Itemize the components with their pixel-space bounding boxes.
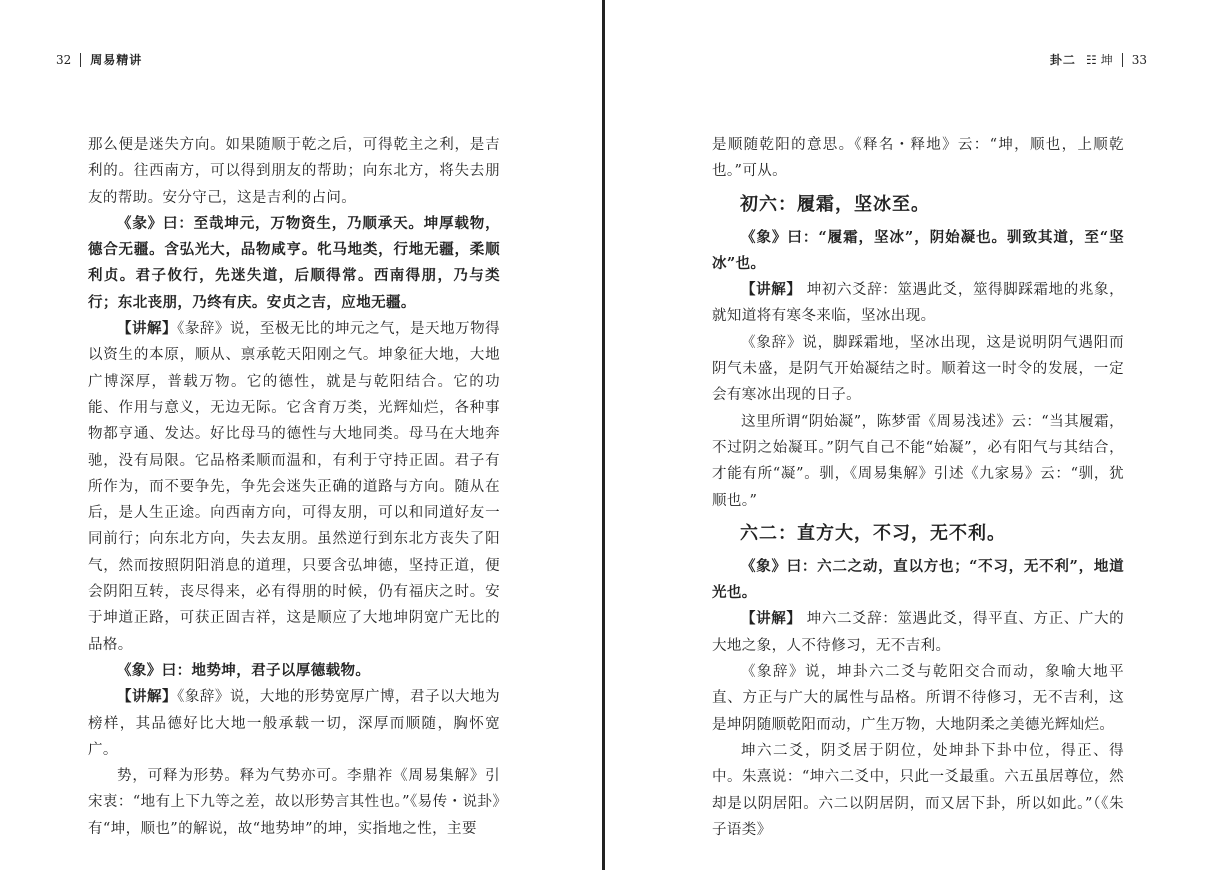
- line-1-xiang-text: 《象》曰：“履霜，坚冰”，阴始凝也。驯致其道，至“坚冰”也。: [712, 228, 1124, 272]
- hexagram-kun-icon: ☷: [1085, 53, 1097, 67]
- left-page-body: [88, 132, 500, 842]
- line-heading-chu-liu: 初六：履霜，坚冰至。: [740, 193, 930, 215]
- commentary-label: 【讲解】: [117, 320, 178, 338]
- line-1-xiangci: 《象辞》说，脚踩霜地，坚冰出现，这是说明阴气遇阳而阴气未盛，是阴气开始凝结之时。顺着这一时令的发展，一定会有寒冰出现的日子。: [712, 334, 1124, 404]
- note-paragraph: 势，可释为形势。释为气势亦可。李鼎祚《周易集解》引宋衷：“地有上下九等之差，故以形势言其性也。”《易传・说卦》有“坤，顺也”的解说，故“地势坤”的坤，实指地之性，主要: [88, 768, 500, 837]
- right-page-number: 33: [1131, 53, 1147, 67]
- continuation-paragraph: 那么便是迷失方向。如果随顺于乾之后，可得乾主之利，是吉利的。往西南方，可以得到朋友的帮助；向东北方，将失去朋友的帮助。安分守己，这是吉利的占问。: [88, 137, 500, 206]
- left-page-number: 32: [56, 53, 72, 67]
- right-page-body: [712, 132, 1124, 843]
- tuan-classic-text: 《彖》曰：至哉坤元，万物资生，乃顺承天。坤厚载物，德合无疆。含弘光大，品物咸亨。牝马地类，行地无疆，柔顺利贞。君子攸行，先迷失道，后顺得常。西南得朋，乃与类行；东北丧朋，乃终有庆。安贞之吉，应地无疆。: [88, 214, 500, 311]
- commentary-label: 【讲解】: [741, 281, 802, 299]
- tuan-commentary-text: 《彖辞》说，至极无比的坤元之气，是天地万物得以资生的本原，顺从、禀承乾天阳刚之气。坤象征大地，大地广博深厚，普载万物。它的德性，就是与乾阳结合。它的功能、作用与意义，无边无际。它含育万类，光辉灿烂，各种事物都亨通、发达。好比母马的德性与大地同类。母马在大地奔驰，没有局限。它品格柔顺而温和，有利于守持正固。君子有所作为，而不要争先，争先会迷失正确的道路与方向。随从在后，是人生正途。向西南方向，可得友朋，可以和同道好友一同前行；向东北方向，失去友朋。虽然逆行到东北方丧失了阳气，然而按照阴阳消息的道理，只要含弘坤德，坚持正道，便会阴阳互转，丧尽得来，必有得朋的时候，仍有福庆之时。安于坤道正路，可获正固吉祥，这是顺应了大地坤阴宽广无比的品格。: [88, 321, 500, 653]
- commentary-label: 【讲解】: [117, 688, 178, 706]
- line-2-commentary-text: 坤六二爻辞：筮遇此爻，得平直、方正、广大的大地之象，人不待修习，无不吉利。: [712, 611, 1124, 654]
- line-1-commentary: [712, 277, 1124, 330]
- tuan-commentary: [88, 316, 500, 658]
- chapter-label: 卦二: [1049, 53, 1076, 67]
- line-heading-liu-er: 六二：直方大，不习，无不利。: [740, 522, 1006, 544]
- line-2-xiangci: 《象辞》说，坤卦六二爻与乾阳交合而动，象喻大地平直、方正与广大的属性与品格。所谓不待修习，无不吉利，这是坤阴随顺乾阳而动，广生万物，大地阴柔之美德光辉灿烂。: [712, 664, 1124, 733]
- continuation-paragraph: 是顺随乾阳的意思。《释名・释地》云：“坤，顺也，上顺乾也。”可从。: [712, 137, 1124, 180]
- line-2-commentary: [712, 606, 1124, 659]
- left-running-header: [56, 50, 142, 70]
- xiang-classic-text: 《象》曰：地势坤，君子以厚德载物。: [117, 661, 371, 679]
- right-running-header: [1050, 50, 1147, 70]
- header-divider: [80, 53, 81, 67]
- line-2-note: 坤六二爻，阴爻居于阴位，处坤卦下卦中位，得正、得中。朱熹说：“坤六二爻中，只此一爻最重。六五虽居尊位，然却是以阴居阳。六二以阴居阴，而又居下卦，所以如此。”（《朱子语类》: [712, 742, 1124, 838]
- xiang-commentary: [88, 684, 500, 763]
- commentary-label: 【讲解】: [741, 610, 802, 628]
- line-1-note: 这里所谓“阴始凝”，陈梦雷《周易浅述》云：“当其履霜，不过阴之始凝耳。”阴气自己不能“始凝”，必有阳气与其结合，才能有所“凝”。驯，《周易集解》引述《九家易》云：“驯，犹顺也。”: [712, 413, 1124, 509]
- book-title: 周易精讲: [90, 53, 143, 67]
- line-1-commentary-text: 坤初六爻辞：筮遇此爻，筮得脚踩霜地的兆象，就知道将有寒冬来临，坚冰出现。: [712, 282, 1124, 325]
- line-2-xiang-text: 《象》曰：六二之动，直以方也；“不习，无不利”，地道光也。: [712, 557, 1124, 602]
- header-divider: [1122, 53, 1123, 67]
- xiang-commentary-text: 《象辞》说，大地的形势宽厚广博，君子以大地为榜样，其品德好比大地一般承载一切，深厚而顺随，胸怀宽广。: [88, 689, 500, 758]
- hexagram-name: 坤: [1100, 53, 1113, 67]
